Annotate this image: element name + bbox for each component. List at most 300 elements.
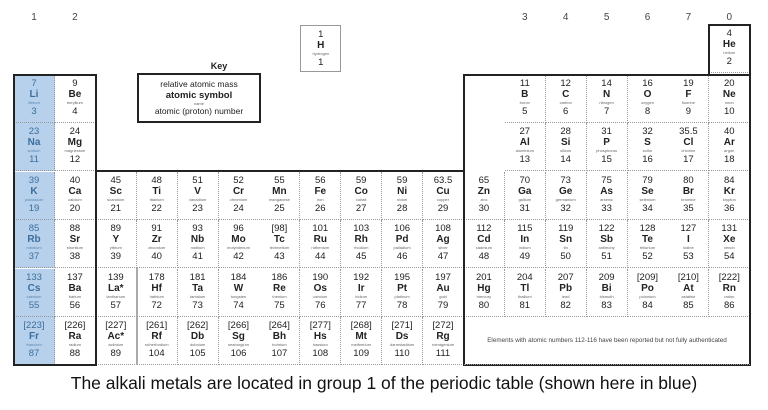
element-name: molybdenum	[227, 245, 250, 251]
element-mass: 20	[724, 78, 735, 89]
element-symbol: Ti	[152, 185, 162, 197]
element-name: rhodium	[353, 245, 369, 251]
element-cell-meitnerium	[341, 317, 382, 365]
element-symbol: Mt	[355, 331, 368, 342]
element-name: hassium	[312, 342, 328, 347]
element-cell-francium	[14, 317, 55, 365]
element-name: zinc	[480, 196, 488, 202]
element-name: selenium	[639, 196, 656, 202]
element-cell-copper	[423, 172, 464, 220]
element-cell-titanium	[137, 172, 178, 220]
element-mass: 1	[318, 29, 324, 40]
element-mass: 40	[69, 174, 81, 186]
element-number: 30	[478, 202, 490, 214]
element-number: 2	[726, 56, 732, 67]
element-number: 45	[355, 251, 367, 263]
element-number: 111	[435, 348, 451, 359]
element-cell-lithium	[14, 75, 55, 123]
element-name: iridium	[355, 293, 368, 299]
element-name: boron	[519, 100, 530, 105]
element-symbol: Cu	[436, 185, 450, 197]
element-name: copper	[436, 196, 450, 202]
element-mass: 122	[598, 223, 615, 235]
element-number: 38	[69, 251, 81, 263]
element-name: palladium	[393, 245, 411, 251]
element-number: 12	[69, 154, 81, 166]
group-label: 7	[685, 12, 692, 23]
element-symbol: Mg	[67, 137, 83, 149]
element-mass: [222]	[718, 271, 740, 283]
element-symbol: H	[317, 40, 325, 51]
element-number: 16	[642, 154, 653, 166]
element-number: 27	[355, 202, 367, 214]
element-cell-tellurium	[628, 220, 669, 268]
element-cell-roentgenium	[423, 317, 464, 365]
element-mass: 51	[192, 174, 203, 186]
element-name: tellurium	[639, 245, 656, 251]
element-symbol: Cs	[27, 282, 41, 294]
element-number: 29	[437, 202, 449, 214]
element-name: meitnerium	[351, 342, 372, 347]
element-symbol: At	[683, 282, 694, 294]
element-name: roentgenium	[431, 342, 455, 347]
element-name: helium	[723, 50, 736, 55]
element-cell-helium	[709, 25, 750, 73]
element-cell-radon	[709, 269, 750, 317]
element-number: 85	[683, 299, 694, 311]
element-mass: 63.5	[433, 174, 453, 186]
element-symbol: W	[233, 282, 244, 294]
element-cell-osmium	[300, 269, 341, 317]
element-name: radium	[68, 342, 81, 347]
group-label: 3	[522, 12, 528, 23]
element-symbol: Ca	[68, 185, 82, 197]
element-symbol: I	[687, 234, 690, 246]
element-cell-antimony	[587, 220, 628, 268]
element-cell-bismuth	[587, 269, 628, 317]
element-symbol: P	[603, 137, 610, 149]
element-mass: 39	[28, 174, 40, 186]
element-mass: 190	[312, 271, 329, 283]
element-name: astatine	[681, 293, 696, 299]
element-name: niobium	[190, 245, 205, 251]
element-symbol: Bi	[601, 282, 612, 294]
element-cell-arsenic	[587, 172, 628, 220]
element-symbol: He	[722, 39, 736, 50]
element-name: platinum	[394, 293, 410, 299]
element-cell-platinum	[382, 269, 423, 317]
element-mass: 89	[110, 223, 122, 235]
element-number: 76	[315, 299, 326, 311]
element-number: 21	[110, 202, 122, 214]
element-number: 47	[437, 251, 449, 263]
element-symbol: Be	[68, 89, 82, 100]
element-name: hydrogen	[312, 51, 330, 56]
element-mass: 195	[394, 271, 411, 283]
element-symbol: Sc	[109, 185, 122, 197]
element-mass: [272]	[432, 320, 454, 331]
element-cell-cobalt	[341, 172, 382, 220]
element-symbol: Sb	[600, 234, 613, 246]
element-number: 6	[563, 106, 569, 117]
element-symbol: Ac*	[107, 331, 125, 342]
element-symbol: La*	[108, 282, 124, 294]
element-symbol: Ne	[722, 89, 736, 100]
element-number: 19	[28, 202, 40, 214]
element-symbol: Bh	[272, 331, 287, 342]
element-mass: 119	[558, 223, 574, 235]
element-number: 40	[151, 251, 162, 263]
element-mass: 45	[110, 174, 122, 186]
element-mass: [268]	[350, 320, 372, 331]
element-number: 105	[189, 348, 206, 359]
element-name: zirconium	[148, 245, 166, 251]
element-cell-ruthenium	[300, 220, 341, 268]
element-symbol: In	[520, 234, 530, 246]
element-name: seaborgium	[228, 342, 249, 347]
element-symbol: F	[685, 89, 692, 100]
element-mass: 103	[353, 223, 370, 235]
element-number: 7	[603, 106, 610, 117]
element-mass: 112	[476, 223, 492, 235]
element-mass: 23	[28, 126, 40, 138]
element-name: phosphorus	[596, 148, 618, 154]
element-symbol: C	[562, 89, 570, 100]
element-symbol: Fe	[314, 185, 327, 197]
element-name: aluminium	[515, 148, 534, 154]
element-name: strontium	[66, 245, 84, 251]
element-name: hafnium	[149, 293, 164, 299]
element-name: manganese	[268, 196, 290, 202]
element-cell-selenium	[628, 172, 669, 220]
element-name: darmstadtium	[389, 342, 415, 347]
element-cell-actinium	[96, 317, 137, 365]
figure-caption: The alkali metals are located in group 1 of the periodic table (shown here in blue)	[70, 373, 698, 393]
element-mass: 209	[598, 271, 615, 283]
element-cell-silicon	[546, 123, 587, 171]
element-name: technetium	[269, 245, 290, 251]
element-symbol: Ga	[518, 185, 532, 197]
element-symbol: O	[643, 89, 652, 100]
element-number: 75	[274, 299, 285, 311]
element-name: sulfur	[642, 148, 653, 154]
element-number: 34	[642, 202, 653, 214]
element-mass: 59	[396, 174, 408, 186]
element-number: 25	[274, 202, 285, 214]
element-name: lanthanum	[106, 293, 126, 299]
group-label: 1	[31, 12, 37, 23]
element-number: 15	[601, 154, 612, 166]
element-cell-caesium	[14, 269, 55, 317]
element-name: neon	[724, 100, 734, 105]
element-cell-niobium	[178, 220, 219, 268]
element-mass: 91	[151, 223, 162, 235]
element-cell-bromine	[668, 172, 709, 220]
element-symbol: S	[644, 137, 651, 149]
element-cell-technetium	[259, 220, 300, 268]
element-symbol: Po	[641, 282, 654, 294]
element-name: rhenium	[272, 293, 287, 299]
element-name: polonium	[639, 293, 656, 299]
element-number: 5	[522, 106, 528, 117]
group-label: 2	[72, 12, 78, 23]
element-cell-iron	[300, 172, 341, 220]
element-symbol: Mn	[272, 185, 287, 197]
element-mass: 28	[560, 126, 571, 138]
element-mass: 128	[639, 223, 656, 235]
element-cell-thallium	[505, 269, 546, 317]
key-number-label: atomic (proton) number	[154, 106, 244, 116]
element-name: chlorine	[681, 148, 696, 154]
element-number: 88	[69, 348, 81, 359]
element-name: lead	[561, 293, 570, 299]
element-name: antimony	[598, 245, 615, 251]
element-name: argon	[724, 148, 735, 154]
element-symbol: Ir	[357, 282, 365, 294]
element-name: dubnium	[189, 342, 206, 347]
element-number: 89	[110, 348, 122, 359]
element-number: 9	[685, 106, 692, 117]
element-number: 86	[724, 299, 735, 311]
element-cell-argon	[709, 123, 750, 171]
element-mass: 79	[642, 174, 653, 186]
element-number: 18	[724, 154, 735, 166]
element-number: 8	[644, 106, 651, 117]
element-number: 37	[28, 251, 40, 263]
element-mass: 7	[31, 78, 37, 89]
element-symbol: Ta	[192, 282, 204, 294]
element-cell-nickel	[382, 172, 423, 220]
element-symbol: Br	[682, 185, 694, 197]
element-number: 11	[29, 154, 39, 166]
element-name: mercury	[476, 293, 492, 299]
element-name: tantalum	[189, 293, 206, 299]
element-cell-potassium	[14, 172, 55, 220]
element-symbol: Cd	[477, 234, 491, 246]
key-legend	[137, 73, 261, 123]
element-mass: 133	[26, 271, 42, 283]
element-name: oxygen	[641, 100, 654, 105]
element-cell-rhodium	[341, 220, 382, 268]
unverified-elements-note: Elements with atomic numbers 112-116 have been reported but not fully authenticated	[464, 316, 750, 365]
element-name: tin	[563, 245, 568, 251]
element-mass: 85	[28, 223, 40, 235]
element-name: fluorine	[681, 100, 695, 105]
element-cell-tantalum	[178, 269, 219, 317]
element-cell-iridium	[341, 269, 382, 317]
element-cell-barium	[55, 269, 96, 317]
element-mass: [227]	[105, 320, 127, 331]
element-mass: [261]	[146, 320, 168, 331]
element-mass: 35.5	[679, 126, 698, 138]
element-name: cadmium	[475, 245, 492, 251]
element-mass: 207	[557, 271, 574, 283]
element-number: 26	[315, 202, 326, 214]
element-number: 109	[353, 348, 370, 359]
element-name: barium	[68, 293, 81, 299]
element-mass: 14	[601, 78, 612, 89]
element-mass: 137	[66, 271, 83, 283]
element-name: radon	[724, 293, 735, 299]
element-name: silver	[438, 245, 448, 251]
element-symbol: Sn	[559, 234, 573, 246]
element-mass: 4	[726, 28, 732, 39]
element-number: 32	[560, 202, 571, 214]
element-symbol: Nb	[190, 234, 205, 246]
element-cell-palladium	[382, 220, 423, 268]
element-number: 78	[396, 299, 408, 311]
element-symbol: Pt	[397, 282, 408, 294]
element-number: 82	[560, 299, 571, 311]
element-symbol: Ar	[723, 137, 735, 149]
element-number: 104	[148, 348, 165, 359]
element-number: 33	[601, 202, 612, 214]
element-mass: 12	[560, 78, 571, 89]
element-mass: 56	[315, 174, 326, 186]
element-number: 22	[151, 202, 162, 214]
element-name: ruthenium	[311, 245, 330, 251]
element-symbol: K	[30, 185, 38, 197]
element-number: 42	[233, 251, 244, 263]
element-mass: [264]	[268, 320, 290, 331]
element-number: 13	[519, 154, 531, 166]
element-symbol: Ag	[436, 234, 450, 246]
element-symbol: Al	[519, 137, 530, 149]
element-symbol: Ni	[397, 185, 408, 197]
element-symbol: Ds	[395, 331, 409, 342]
element-mass: 197	[435, 271, 451, 283]
element-cell-carbon	[546, 75, 587, 123]
element-number: 107	[271, 348, 288, 359]
element-cell-germanium	[546, 172, 587, 220]
element-number: 87	[28, 348, 40, 359]
element-number: 79	[437, 299, 449, 311]
element-symbol: Hg	[477, 282, 491, 294]
element-cell-oxygen	[628, 75, 669, 123]
element-mass: 75	[601, 174, 612, 186]
element-name: carbon	[559, 100, 572, 105]
element-symbol: Sr	[69, 234, 81, 246]
element-name: indium	[518, 245, 531, 251]
element-mass: 181	[189, 271, 206, 283]
element-mass: 73	[560, 174, 571, 186]
element-cell-rubidium	[14, 220, 55, 268]
element-symbol: V	[194, 185, 201, 197]
element-symbol: Rn	[722, 282, 736, 294]
element-name: gallium	[518, 196, 532, 202]
element-cell-tungsten	[219, 269, 260, 317]
element-cell-zinc	[464, 172, 505, 220]
element-symbol: Db	[190, 331, 205, 342]
element-number: 35	[683, 202, 694, 214]
element-mass: 93	[192, 223, 203, 235]
element-cell-cadmium	[464, 220, 505, 268]
element-symbol: N	[602, 89, 611, 100]
element-name: nickel	[396, 196, 408, 202]
element-name: arsenic	[600, 196, 614, 202]
element-name: yttrium	[109, 245, 122, 251]
element-symbol: Cl	[683, 137, 694, 149]
element-name: francium	[26, 342, 42, 347]
element-mass: 24	[69, 126, 81, 138]
element-mass: 52	[233, 174, 244, 186]
element-mass: 40	[724, 126, 735, 138]
element-number: 53	[683, 251, 694, 263]
element-name: titanium	[149, 196, 164, 202]
element-cell-phosphorus	[587, 123, 628, 171]
element-symbol: Rg	[436, 331, 450, 342]
element-name: beryllium	[66, 100, 83, 105]
element-cell-sulfur	[628, 123, 669, 171]
element-number: 39	[110, 251, 122, 263]
element-name: osmium	[313, 293, 328, 299]
element-number: 77	[355, 299, 367, 311]
element-symbol: Ge	[559, 185, 573, 197]
key-title: Key	[210, 61, 228, 71]
element-cell-molybdenum	[219, 220, 260, 268]
element-mass: 65	[478, 174, 490, 186]
element-name: lithium	[28, 100, 40, 105]
element-cell-aluminium	[505, 123, 546, 171]
key-symbol-label: atomic symbol	[165, 90, 233, 101]
element-symbol: Tl	[520, 282, 530, 294]
element-name: iodine	[683, 245, 694, 251]
element-cell-silver	[423, 220, 464, 268]
element-number: 41	[192, 251, 203, 263]
element-symbol: Li	[29, 89, 39, 100]
element-symbol: Se	[641, 185, 654, 197]
element-mass: [277]	[309, 320, 331, 331]
element-symbol: Zn	[477, 185, 490, 197]
element-name: rubidium	[26, 245, 42, 251]
element-mass: 70	[519, 174, 531, 186]
element-mass: 27	[519, 126, 531, 138]
element-mass: 48	[151, 174, 162, 186]
element-number: 110	[394, 348, 410, 359]
element-symbol: Re	[272, 282, 286, 294]
element-cell-neon	[709, 75, 750, 123]
element-cell-chromium	[219, 172, 260, 220]
element-cell-astatine	[668, 269, 709, 317]
key-mass-label: relative atomic mass	[160, 79, 238, 89]
element-number: 72	[151, 299, 162, 311]
element-cell-yttrium	[96, 220, 137, 268]
element-cell-radium	[55, 317, 96, 365]
element-cell-scandium	[96, 172, 137, 220]
element-number: 52	[642, 251, 653, 263]
element-name: potassium	[24, 196, 44, 202]
element-cell-vanadium	[178, 172, 219, 220]
element-number: 51	[601, 251, 612, 263]
element-number: 24	[233, 202, 244, 214]
element-symbol: Au	[436, 282, 450, 294]
element-mass: 31	[601, 126, 612, 138]
element-name: silicon	[560, 148, 572, 154]
element-mass: 204	[516, 271, 533, 283]
element-number: 54	[724, 251, 735, 263]
element-mass: [210]	[677, 271, 699, 283]
element-mass: 16	[642, 78, 653, 89]
element-cell-hafnium	[137, 269, 178, 317]
element-mass: [262]	[187, 320, 209, 331]
element-symbol: Ra	[68, 331, 82, 342]
element-name: thallium	[517, 293, 532, 299]
element-mass: 88	[69, 223, 81, 235]
element-name: tungsten	[230, 293, 247, 299]
element-mass: [209]	[636, 271, 659, 283]
element-number: 46	[396, 251, 408, 263]
element-cell-hydrogen	[300, 25, 341, 72]
